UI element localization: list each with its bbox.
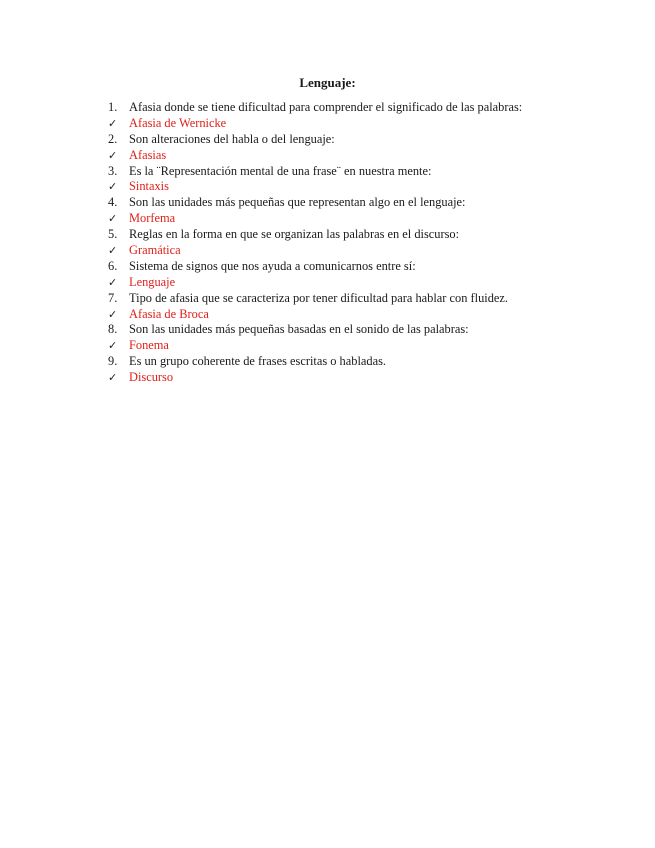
question-number: 4.	[108, 195, 118, 210]
answer-text: Fonema	[129, 338, 169, 353]
answer-item-6	[108, 275, 608, 291]
question-item-3	[108, 164, 608, 180]
checkmark-icon: ✓	[108, 275, 118, 289]
question-item-1	[108, 100, 608, 116]
answer-text: Gramática	[129, 243, 181, 258]
question-item-6	[108, 259, 608, 275]
question-number: 9.	[108, 354, 118, 369]
answer-item-5	[108, 243, 608, 259]
question-item-5	[108, 227, 608, 243]
question-item-4	[108, 195, 608, 211]
answer-item-3	[108, 179, 608, 195]
answer-item-8	[108, 338, 608, 354]
answer-text: Sintaxis	[129, 179, 169, 194]
question-number: 3.	[108, 163, 118, 178]
question-number: 1.	[108, 100, 118, 114]
question-text: Reglas en la forma en que se organizan las palabras en el discurso:	[129, 227, 460, 242]
answer-text: Afasias	[129, 147, 167, 162]
question-item-9	[108, 354, 608, 370]
question-text: Son las unidades más pequeñas que representan algo en el lenguaje:	[129, 195, 466, 210]
question-item-7	[108, 291, 608, 307]
question-text: Son alteraciones del habla o del lenguaje:	[129, 131, 335, 146]
question-item-8	[108, 322, 608, 338]
page-title: Lenguaje:	[299, 75, 356, 90]
question-text: Tipo de afasia que se caracteriza por tener dificultad para hablar con fluidez.	[129, 290, 508, 305]
checkmark-icon: ✓	[108, 339, 118, 353]
question-text: Afasia donde se tiene dificultad para comprender el significado de las palabras:	[129, 100, 523, 114]
checkmark-icon: ✓	[108, 244, 118, 258]
question-item-2	[108, 132, 608, 148]
checkmark-icon: ✓	[108, 180, 118, 194]
checkmark-icon: ✓	[108, 307, 118, 321]
question-text: Sistema de signos que nos ayuda a comunicarnos entre sí:	[129, 258, 416, 273]
question-number: 6.	[108, 258, 118, 273]
answer-text: Afasia de Broca	[129, 306, 209, 321]
question-text: Es un grupo coherente de frases escritas o habladas.	[129, 354, 387, 369]
answer-item-2	[108, 148, 608, 164]
question-number: 8.	[108, 322, 118, 337]
answer-text: Discurso	[129, 370, 174, 385]
checkmark-icon: ✓	[108, 212, 118, 226]
answer-item-1	[108, 116, 608, 132]
answer-item-9	[108, 370, 608, 386]
checkmark-icon: ✓	[108, 116, 118, 130]
question-text: Es la ¨Representación mental de una frase¨ en nuestra mente:	[129, 163, 432, 178]
checkmark-icon: ✓	[108, 148, 118, 162]
question-number: 2.	[108, 131, 118, 146]
question-number: 7.	[108, 290, 118, 305]
question-number: 5.	[108, 227, 118, 242]
question-text: Son las unidades más pequeñas basadas en el sonido de las palabras:	[129, 322, 469, 337]
answer-text: Morfema	[129, 211, 176, 226]
question-answer-list	[108, 100, 608, 386]
answer-text: Afasia de Wernicke	[129, 115, 227, 130]
answer-item-7	[108, 307, 608, 323]
checkmark-icon: ✓	[108, 371, 118, 385]
answer-item-4	[108, 211, 608, 227]
answer-text: Lenguaje	[129, 274, 176, 289]
